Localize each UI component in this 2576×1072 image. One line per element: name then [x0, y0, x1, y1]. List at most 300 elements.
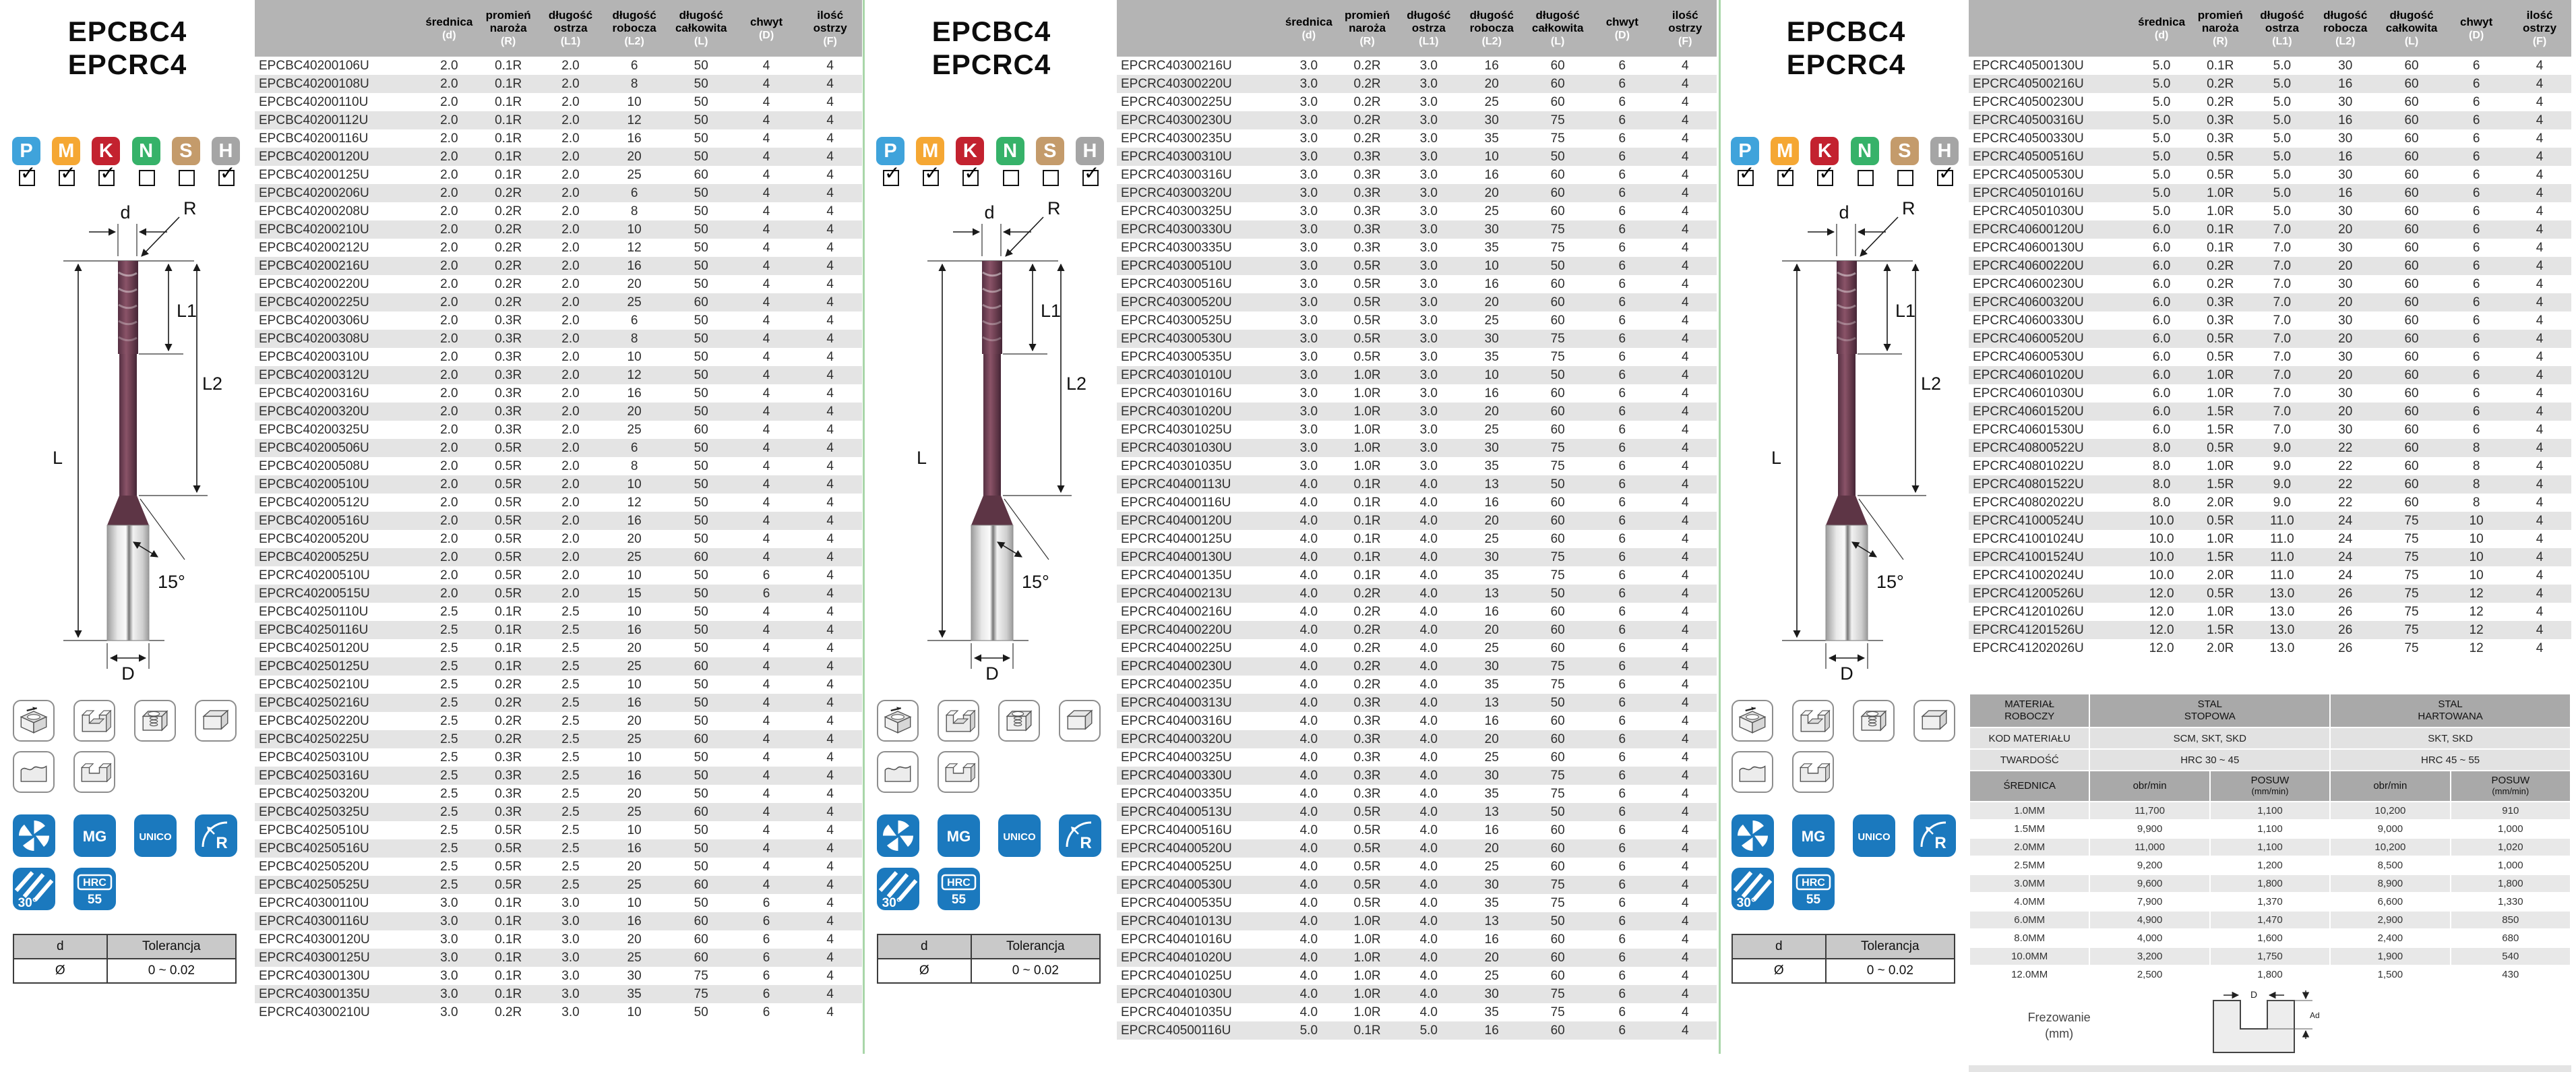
spec-value: 6 [1618, 677, 1626, 692]
material-N-group [1851, 137, 1880, 186]
spec-value: 60 [1550, 859, 1565, 874]
article-number: EPCRC40500130U [1973, 58, 2084, 73]
spec-value: 6 [1618, 841, 1626, 856]
bottom-strip [1969, 1065, 2571, 1072]
article-number: EPCBC40250116U [259, 622, 369, 637]
column-header: ilość ostrzy (F) [798, 0, 862, 57]
spec-value: 75 [1550, 549, 1565, 564]
spec-value: 0.2R [1353, 94, 1381, 109]
spec-value: 8.0 [2152, 440, 2171, 455]
spec-value: 4.0 [1299, 786, 1318, 801]
spec-value: 10 [2469, 531, 2484, 546]
spec-value: 4.0 [1419, 604, 1438, 619]
article-number: EPCRC40501030U [1973, 204, 2084, 218]
spec-value: 6 [1618, 113, 1626, 127]
spec-value: 6 [1618, 568, 1626, 583]
spec-value: 6 [1618, 422, 1626, 437]
material-badge-P: P [876, 137, 904, 165]
article-number: EPCBC40200220U [259, 276, 369, 291]
cutting-data-row [1969, 802, 2571, 820]
spec-value: 13 [1484, 586, 1499, 601]
check-icon: ✓ [1818, 162, 1835, 183]
spec-value: 75 [2404, 586, 2419, 601]
spec-value: 5.0 [2152, 204, 2171, 218]
spec-value: 0.1R [1353, 549, 1381, 564]
spec-value: 2.5 [440, 641, 458, 655]
table-row [1117, 184, 1717, 202]
cutting-value: 1,800 [2210, 965, 2330, 984]
spec-value: 2.0 [440, 76, 458, 91]
material-H-group [1076, 137, 1105, 186]
panel-2-info [868, 0, 1115, 1054]
spec-value: 3.0 [1299, 258, 1318, 273]
spec-value: 10 [2469, 549, 2484, 564]
spec-value: 75 [1550, 986, 1565, 1001]
unico-badge [998, 814, 1041, 857]
spec-value: 5.0 [2273, 185, 2292, 200]
table-row [1117, 548, 1717, 566]
hrc-value: 55 [1806, 893, 1821, 907]
article-number: EPCRC40400130U [1121, 549, 1232, 564]
spec-value: 30 [1484, 549, 1499, 564]
spec-value: 50 [694, 349, 708, 364]
spec-value: 0.5R [495, 877, 522, 892]
article-number: EPCBC40250220U [259, 713, 369, 728]
article-number: EPCRC40600220U [1973, 258, 2084, 273]
spec-value: 6 [1618, 531, 1626, 546]
spec-value: 50 [694, 586, 708, 601]
cutting-value: 10,200 [2330, 802, 2450, 820]
spec-value: 0.5R [1353, 895, 1381, 910]
spec-value: 2.0 [561, 586, 580, 601]
spec-value: 60 [694, 295, 708, 309]
spec-value: 30 [2338, 386, 2353, 400]
material-checkbox-S [1043, 170, 1059, 186]
spec-value: 6 [762, 950, 770, 965]
spec-value: 30 [2338, 240, 2353, 255]
spec-value: 10 [627, 895, 642, 910]
spec-value: 0.3R [495, 331, 522, 346]
spec-value: 3.0 [1299, 458, 1318, 473]
spec-value: 25 [1484, 641, 1499, 655]
table-row [255, 839, 862, 858]
spec-value: 2.5 [440, 695, 458, 710]
article-number: EPCRC40500330U [1973, 131, 2084, 146]
article-number: EPCRC40400220U [1121, 622, 1232, 637]
spec-value: 16 [1484, 495, 1499, 510]
table-row [1117, 457, 1717, 475]
table-row [1117, 949, 1717, 967]
spec-value: 4.0 [1299, 986, 1318, 1001]
spec-value: 4 [2536, 531, 2544, 546]
spec-value: 3.0 [1419, 222, 1438, 237]
spec-value: 6 [1618, 331, 1626, 346]
spec-value: 4 [2536, 513, 2544, 528]
spec-value: 2.5 [440, 877, 458, 892]
spec-value: 10 [2469, 513, 2484, 528]
spec-value: 60 [2404, 258, 2419, 273]
contour-milling-icon [877, 751, 919, 793]
cutting-value: 1,800 [2451, 874, 2571, 893]
column-header: średnica (d) [2135, 0, 2188, 57]
spec-value: 3.0 [1419, 240, 1438, 255]
spec-value: 50 [694, 622, 708, 637]
spec-value: 0.3R [1353, 695, 1381, 710]
table-row [255, 475, 862, 494]
spec-value: 50 [694, 713, 708, 728]
spec-value: 2.5 [440, 841, 458, 856]
spec-value: 4 [826, 586, 834, 601]
spec-value: 2.0 [440, 568, 458, 583]
spec-value: 0.5R [495, 568, 522, 583]
spec-value: 3.0 [1299, 167, 1318, 182]
spec-value: 4 [1681, 185, 1689, 200]
tolerance-col-label: Tolerancja [107, 934, 236, 959]
spec-value: 0.3R [2207, 295, 2234, 309]
spec-value: 50 [694, 404, 708, 419]
table-row [1969, 403, 2571, 421]
material-badge-N: N [996, 137, 1024, 165]
spec-value: 50 [694, 76, 708, 91]
spec-value: 4 [2536, 94, 2544, 109]
spec-value: 3.0 [1299, 222, 1318, 237]
spec-value: 7.0 [2273, 258, 2292, 273]
article-number: EPCBC40200512U [259, 495, 369, 510]
spec-value: 0.1R [495, 604, 522, 619]
spec-value: 4 [2536, 113, 2544, 127]
spec-table-2 [1117, 0, 1717, 1040]
cutting-value: 1,020 [2451, 838, 2571, 856]
spec-value: 4 [762, 440, 770, 455]
spec-value: 0.5R [2207, 331, 2234, 346]
spec-value: 60 [1550, 422, 1565, 437]
spec-value: 6 [2472, 113, 2480, 127]
spec-value: 6 [1618, 804, 1626, 819]
twardosc-label: TWARDOŚĆ [1969, 749, 2089, 771]
material-checkbox-H [1937, 162, 1955, 186]
spec-value: 4 [762, 859, 770, 874]
table-row [255, 384, 862, 403]
spec-value: 13 [1484, 477, 1499, 492]
spec-value: 16 [2338, 149, 2353, 164]
spec-value: 1.0R [2207, 386, 2234, 400]
table-row [1117, 785, 1717, 803]
tolerance-value: 0 ~ 0.02 [1826, 959, 1955, 983]
cutting-value: 11,700 [2089, 802, 2209, 820]
spec-value: 2.0 [561, 167, 580, 182]
hrc-label: HRC [947, 877, 971, 889]
article-number: EPCRC40600530U [1973, 349, 2084, 364]
table-row [1117, 839, 1717, 858]
spec-value: 16 [1484, 932, 1499, 947]
table-row [1969, 457, 2571, 475]
spec-value: 0.3R [1353, 713, 1381, 728]
cutting-value: 2,400 [2330, 929, 2450, 947]
article-number: EPCRC40600120U [1973, 222, 2084, 237]
table-row [1117, 876, 1717, 894]
spec-value: 4.0 [1299, 531, 1318, 546]
slot-milling-icon [938, 700, 979, 742]
spec-value: 6 [2472, 331, 2480, 346]
spec-value: 30 [2338, 276, 2353, 291]
tolerance-table [877, 934, 1101, 984]
material-roboczy-header: MATERIAŁ ROBOCZY [1969, 694, 2089, 727]
hrc-value: 55 [951, 893, 967, 907]
spec-value: 12 [627, 240, 642, 255]
spec-value: 4 [826, 604, 834, 619]
spec-value: 30 [1484, 440, 1499, 455]
spec-value: 75 [694, 968, 708, 983]
tolerance-table [1731, 934, 1955, 984]
spec-value: 4 [1681, 458, 1689, 473]
spec-value: 6.0 [2152, 386, 2171, 400]
page-title [1723, 15, 1969, 81]
spec-value: 6 [1618, 313, 1626, 328]
spec-value: 6 [1618, 204, 1626, 218]
spec-value: 4.0 [1419, 477, 1438, 492]
spec-value: 6.0 [2152, 422, 2171, 437]
spec-value: 4 [2536, 641, 2544, 655]
spec-value: 0.2R [495, 695, 522, 710]
spec-value: 30 [1484, 331, 1499, 346]
spec-table-3 [1969, 0, 2571, 657]
table-row [1969, 621, 2571, 639]
spec-value: 60 [1550, 1023, 1565, 1038]
spec-value: 4 [762, 477, 770, 492]
frezowanie-label-line2: (mm) [2045, 1027, 2074, 1040]
spec-value: 50 [694, 113, 708, 127]
spec-value: 25 [627, 659, 642, 674]
diagram-ad-label: Ad [2310, 1011, 2320, 1020]
cutting-value: 1,800 [2210, 874, 2330, 893]
spec-value: 4.0 [1419, 895, 1438, 910]
material-badge-S: S [172, 137, 200, 165]
spec-value: 4.0 [1299, 932, 1318, 947]
spec-value: 4 [1681, 677, 1689, 692]
table-row [1969, 311, 2571, 330]
helix-30-icon [877, 868, 919, 910]
spec-value: 50 [694, 823, 708, 837]
spec-value: 30 [1484, 659, 1499, 674]
material-badge-M: M [1771, 137, 1799, 165]
spec-value: 0.3R [1353, 204, 1381, 218]
spec-value: 0.5R [495, 440, 522, 455]
spec-value: 6 [2472, 349, 2480, 364]
hrc-55-icon [1792, 868, 1835, 910]
table-row [1117, 475, 1717, 494]
spec-value: 0.5R [1353, 349, 1381, 364]
spec-value: 50 [694, 786, 708, 801]
article-number: EPCRC40300335U [1121, 240, 1232, 255]
spec-value: 4.0 [1419, 786, 1438, 801]
spec-value: 20 [1484, 732, 1499, 746]
spec-value: 4 [1681, 386, 1689, 400]
shallow-slot-icon [1792, 751, 1834, 793]
article-number: EPCRC40500216U [1973, 76, 2084, 91]
spec-value: 0.2R [1353, 641, 1381, 655]
article-number: EPCRC40300235U [1121, 131, 1232, 146]
spec-value: 3.0 [1299, 240, 1318, 255]
spec-value: 6 [1618, 695, 1626, 710]
spec-value: 4 [1681, 750, 1689, 765]
spec-value: 2.5 [561, 768, 580, 783]
spec-value: 6 [1618, 659, 1626, 674]
table-row [255, 930, 862, 949]
material-H-group [212, 137, 241, 186]
cutting-value: 850 [2451, 911, 2571, 929]
spec-value: 2.0 [561, 349, 580, 364]
spec-value: 10 [627, 477, 642, 492]
table-row [1117, 657, 1717, 676]
cutting-value: 4,000 [2089, 929, 2209, 947]
spec-value: 3.0 [1419, 149, 1438, 164]
spec-value: 3.0 [1419, 185, 1438, 200]
spec-value: 6 [2472, 313, 2480, 328]
article-column-header [255, 0, 422, 57]
end-mill-illustration [1826, 261, 1868, 641]
corner-radius-icon [195, 814, 237, 857]
spec-value: 4 [1681, 968, 1689, 983]
spec-value: 6 [1618, 732, 1626, 746]
spec-value: 0.1R [1353, 495, 1381, 510]
spec-value: 2.0 [561, 331, 580, 346]
spec-value: 50 [694, 750, 708, 765]
spec-value: 0.5R [495, 531, 522, 546]
article-number: EPCRC40800522U [1973, 440, 2084, 455]
spec-value: 20 [2338, 367, 2353, 382]
article-number: EPCRC40200515U [259, 586, 370, 601]
table-row [1117, 403, 1717, 421]
spec-value: 30 [627, 968, 642, 983]
article-number: EPCRC40300216U [1121, 58, 1232, 73]
spec-value: 9.0 [2273, 440, 2292, 455]
spec-value: 0.5R [495, 513, 522, 528]
spec-value: 3.0 [1419, 404, 1438, 419]
spec-value: 0.1R [495, 94, 522, 109]
spec-value: 4 [826, 495, 834, 510]
spec-value: 35 [1484, 677, 1499, 692]
table-row [255, 494, 862, 512]
material-badge-S: S [1891, 137, 1919, 165]
table-row [1117, 129, 1717, 148]
spec-value: 2.0 [440, 94, 458, 109]
spec-value: 2.0 [440, 404, 458, 419]
table-row [1969, 421, 2571, 439]
spec-value: 0.3R [1353, 167, 1381, 182]
spec-value: 6 [1618, 750, 1626, 765]
spec-value: 4 [762, 167, 770, 182]
table-row [1117, 803, 1717, 821]
material-M-group [1771, 137, 1800, 186]
spec-value: 8 [630, 458, 638, 473]
spec-value: 16 [1484, 167, 1499, 182]
material-S-group [1891, 137, 1920, 186]
tool-dimension-drawing [24, 197, 226, 682]
spec-value: 0.2R [2207, 258, 2234, 273]
spec-value: 1.5R [2207, 477, 2234, 492]
panel-divider-1 [863, 0, 865, 1054]
spec-value: 20 [627, 859, 642, 874]
material-M-group [916, 137, 946, 186]
spec-value: 50 [694, 185, 708, 200]
spec-value: 75 [1550, 677, 1565, 692]
spec-value: 7.0 [2273, 313, 2292, 328]
spec-value: 4 [826, 404, 834, 419]
spec-value: 13.0 [2269, 641, 2295, 655]
cutting-parameters-panel [1969, 693, 2571, 1072]
spec-value: 2.0 [561, 313, 580, 328]
table-row [255, 202, 862, 220]
spec-value: 60 [1550, 968, 1565, 983]
spec-value: 4 [2536, 604, 2544, 619]
spec-value: 1.0R [1353, 950, 1381, 965]
twardosc-value-2: HRC 45 ~ 55 [2330, 749, 2571, 771]
spec-value: 6 [1618, 276, 1626, 291]
material-checkbox-H [1082, 162, 1100, 186]
material-K-group [1810, 137, 1840, 186]
spec-value: 4 [826, 786, 834, 801]
material-group-badges [12, 137, 241, 186]
spec-value: 20 [2338, 222, 2353, 237]
article-number: EPCRC41001524U [1973, 549, 2084, 564]
spec-value: 10 [627, 94, 642, 109]
table-row [255, 366, 862, 384]
spec-value: 4 [826, 276, 834, 291]
cutting-value: 8,500 [2330, 856, 2450, 874]
dim-l-label: L [917, 448, 927, 468]
spec-value: 8 [2472, 440, 2480, 455]
spec-value: 4.0 [1419, 641, 1438, 655]
spec-value: 3.0 [1419, 422, 1438, 437]
side-milling-icon [195, 700, 237, 742]
check-icon: ✓ [884, 162, 900, 183]
spec-value: 50 [694, 477, 708, 492]
table-row [1969, 548, 2571, 566]
dim-l2-label: L2 [1921, 374, 1942, 394]
spec-value: 1.0R [1353, 968, 1381, 983]
cutting-value: 1,100 [2210, 802, 2330, 820]
spec-value: 4 [826, 386, 834, 400]
spec-value: 50 [694, 149, 708, 164]
spec-value: 1.0R [2207, 185, 2234, 200]
spec-value: 6 [1618, 986, 1626, 1001]
unico-badge [1853, 814, 1895, 857]
table-row [255, 257, 862, 275]
spec-value: 6 [2472, 76, 2480, 91]
spec-value: 3.0 [1419, 76, 1438, 91]
spec-value: 16 [1484, 386, 1499, 400]
article-number: EPCBC40250325U [259, 804, 369, 819]
article-number: EPCBC40250120U [259, 641, 369, 655]
mg-label: MG [82, 828, 107, 845]
table-row [255, 657, 862, 676]
spec-value: 6 [2472, 295, 2480, 309]
spec-value: 50 [694, 768, 708, 783]
spec-value: 16 [1484, 713, 1499, 728]
spec-value: 2.0 [561, 76, 580, 91]
spec-value: 2.0 [561, 495, 580, 510]
spec-value: 4 [1681, 604, 1689, 619]
article-number: EPCBC40250125U [259, 659, 369, 674]
spec-value: 8 [2472, 477, 2480, 492]
article-number: EPCRC40300520U [1121, 295, 1232, 309]
tool-dimension-drawing [888, 197, 1091, 682]
table-row [255, 1003, 862, 1021]
spec-value: 22 [2338, 458, 2353, 473]
article-number: EPCBC40200125U [259, 167, 369, 182]
spec-value: 0.2R [495, 295, 522, 309]
spec-value: 0.1R [1353, 513, 1381, 528]
